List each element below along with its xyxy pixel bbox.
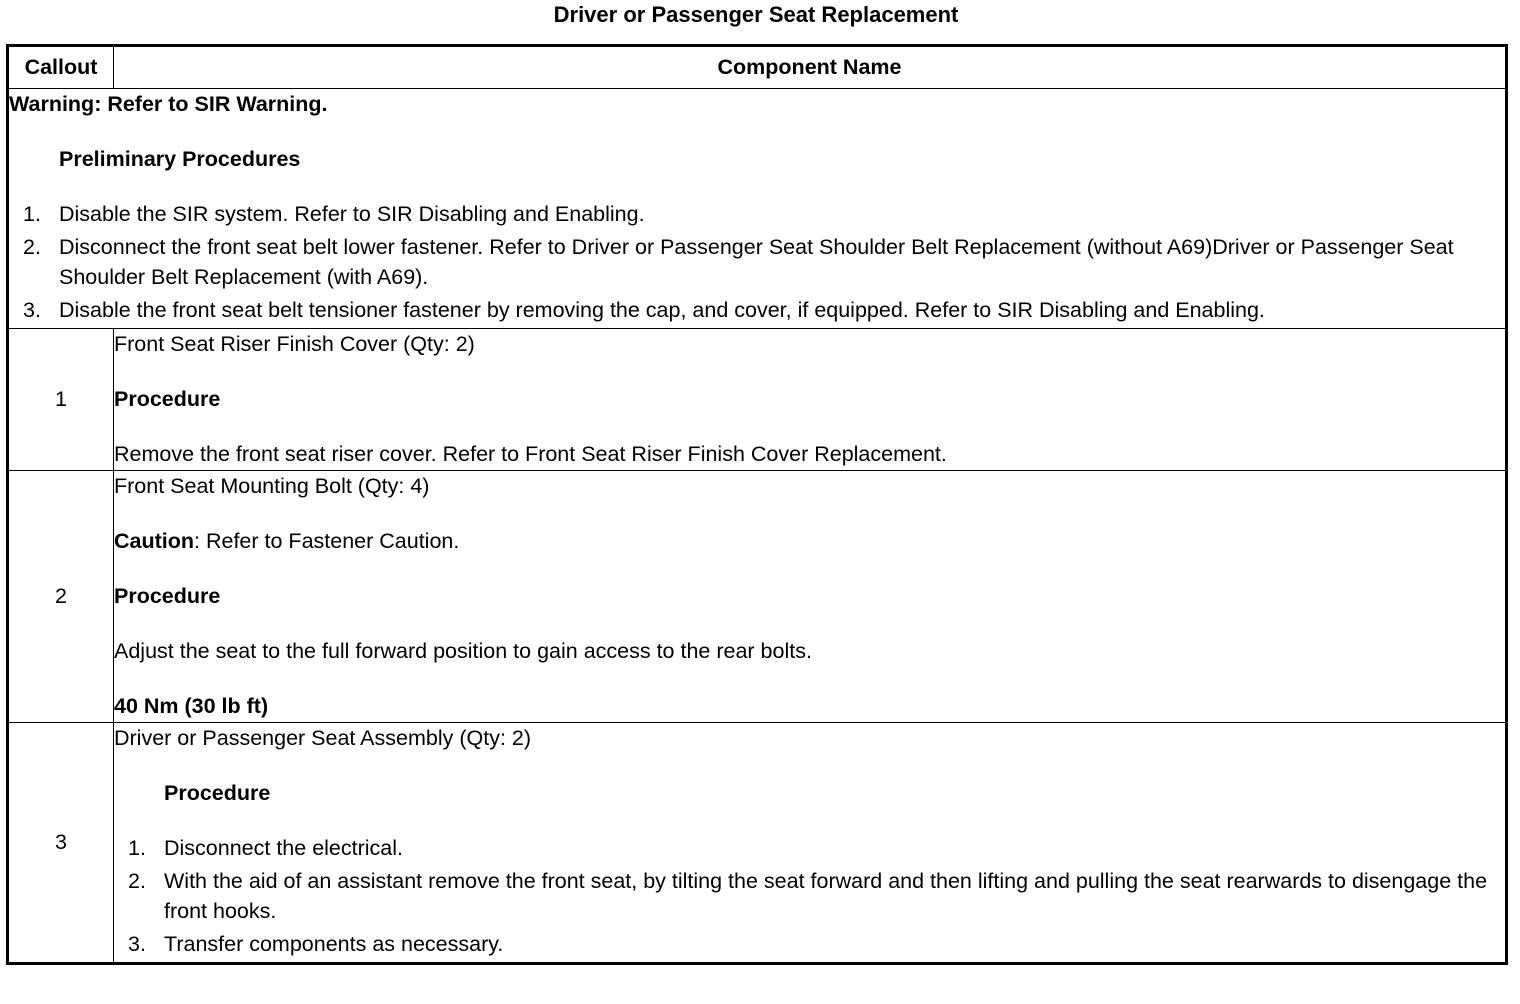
callout-number: 2: [8, 471, 114, 723]
preliminary-steps-list: [9, 199, 1505, 325]
step-number: 3.: [23, 298, 41, 322]
procedure-table: [6, 44, 1508, 965]
list-item: [114, 866, 1505, 926]
caution-line: [114, 526, 1505, 557]
step-number: 1.: [128, 836, 146, 860]
step-text: Transfer components as necessary.: [164, 932, 504, 956]
sir-warning: Warning: Refer to SIR Warning.: [9, 92, 328, 116]
header-component-name: Component Name: [114, 46, 1507, 89]
table-row: [8, 723, 1507, 964]
step-number: 2.: [128, 869, 146, 893]
table-row: [8, 329, 1507, 471]
torque-spec: 40 Nm (30 lb ft): [114, 694, 269, 718]
document-title: Driver or Passenger Seat Replacement: [553, 2, 959, 27]
list-item: [9, 295, 1505, 325]
step-text: Disable the front seat belt tensioner fastener by removing the cap, and cover, if equipped. Refer to SIR Disabling and Enabling.: [59, 298, 1265, 322]
step-number: 1.: [23, 202, 41, 226]
component-cell: [114, 329, 1507, 471]
list-item: [114, 833, 1505, 863]
callout-number: 1: [8, 329, 114, 471]
procedure-label: Procedure: [164, 781, 271, 805]
caution-label: Caution: [114, 529, 195, 553]
list-item: [9, 199, 1505, 229]
step-number: 3.: [128, 932, 146, 956]
callout-number: 3: [8, 723, 114, 964]
step-text: With the aid of an assistant remove the front seat, by tilting the seat forward and then lifting and pulling the seat rearwards to disengage the front hooks.: [164, 869, 1488, 923]
step-text: Disconnect the front seat belt lower fastener. Refer to Driver or Passenger Seat Shoulder Belt Replacement (without A69)Driver or Passenger Seat Shoulder Belt Replacement (with A69).: [59, 235, 1454, 289]
caution-text: : Refer to Fastener Caution.: [194, 529, 460, 553]
intro-row: [8, 89, 1507, 329]
list-item: [114, 929, 1505, 959]
procedure-label: Procedure: [114, 584, 221, 608]
table-row: [8, 471, 1507, 723]
component-name: Driver or Passenger Seat Assembly (Qty: 2): [114, 726, 532, 750]
component-name: Front Seat Mounting Bolt (Qty: 4): [114, 474, 430, 498]
step-text: Disable the SIR system. Refer to SIR Disabling and Enabling.: [59, 202, 645, 226]
procedure-label: Procedure: [114, 387, 221, 411]
procedure-text: Remove the front seat riser cover. Refer to Front Seat Riser Finish Cover Replacement.: [114, 442, 947, 466]
header-callout: Callout: [8, 46, 114, 89]
table-header-row: [8, 46, 1507, 89]
intro-cell: [8, 89, 1507, 329]
procedure-text: Adjust the seat to the full forward position to gain access to the rear bolts.: [114, 639, 812, 663]
component-cell: [114, 723, 1507, 964]
list-item: [9, 232, 1505, 292]
step-number: 2.: [23, 235, 41, 259]
procedure-steps-list: [114, 833, 1505, 959]
step-text: Disconnect the electrical.: [164, 836, 403, 860]
component-name: Front Seat Riser Finish Cover (Qty: 2): [114, 332, 475, 356]
preliminary-procedures-heading: Preliminary Procedures: [59, 147, 301, 171]
component-cell: [114, 471, 1507, 723]
